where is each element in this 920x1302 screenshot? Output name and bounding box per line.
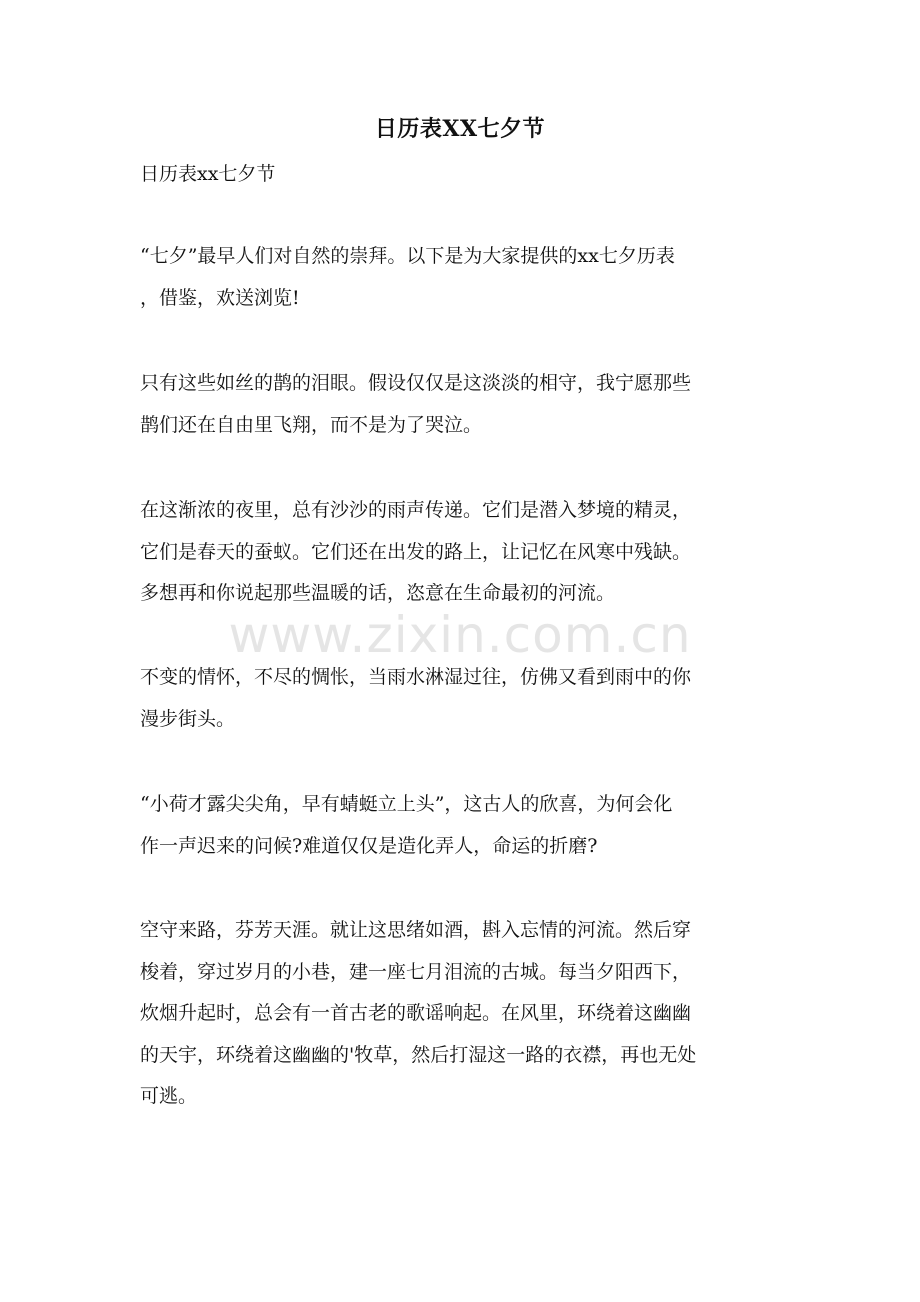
paragraph-line: 它们是春天的蚕蚁。它们还在出发的路上，让记忆在风寒中残缺。 bbox=[140, 540, 692, 563]
paragraph-line: “小荷才露尖尖角，早有蜻蜓立上头”，这古人的欣喜，为何会化 bbox=[140, 793, 673, 815]
paragraph-1 bbox=[140, 236, 780, 319]
watermark: www.zixin.com.cn bbox=[228, 606, 692, 664]
paragraph-5 bbox=[140, 784, 780, 867]
paragraph-4 bbox=[140, 657, 780, 740]
paragraph-line: 鹊们还在自由里飞翔，而不是为了哭泣。 bbox=[140, 413, 483, 436]
paragraph-line: 漫步街头。 bbox=[140, 707, 236, 730]
paragraph-line: 梭着，穿过岁月的小巷，建一座七月泪流的古城。每当夕阳西下， bbox=[140, 960, 692, 983]
paragraph-line: 在这渐浓的夜里，总有沙沙的雨声传递。它们是潜入梦境的精灵， bbox=[140, 499, 692, 521]
document-title: 日历表XX七夕节 bbox=[374, 116, 546, 142]
document-subtitle: 日历表xx七夕节 bbox=[140, 163, 276, 185]
paragraph-line: 炊烟升起时，总会有一首古老的歌谣响起。在风里，环绕着这幽幽 bbox=[140, 1002, 692, 1024]
paragraph-line: 多想再和你说起那些温暖的话，恣意在生命最初的河流。 bbox=[140, 582, 616, 604]
paragraph-6 bbox=[140, 910, 780, 1118]
paragraph-line: 不变的情怀，不尽的惆怅，当雨水淋湿过往，仿佛又看到雨中的你 bbox=[140, 666, 692, 688]
paragraph-line: 只有这些如丝的鹊的泪眼。假设仅仅是这淡淡的相守，我宁愿那些 bbox=[140, 372, 692, 394]
paragraph-line: ，借鉴，欢送浏览! bbox=[140, 286, 300, 309]
paragraph-line: 空守来路，芬芳天涯。就让这思绪如酒，斟入忘情的河流。然后穿 bbox=[140, 919, 692, 941]
paragraph-line: 作一声迟来的问候?难道仅仅是造化弄人，命运的折磨? bbox=[140, 834, 598, 857]
paragraph-line: 的天宇，环绕着这幽幽的'牧草，然后打湿这一路的衣襟，再也无处 bbox=[140, 1043, 697, 1066]
paragraph-line: 可逃。 bbox=[140, 1085, 198, 1107]
paragraph-2 bbox=[140, 363, 780, 446]
paragraph-3 bbox=[140, 490, 780, 615]
paragraph-line: “七夕”最早人们对自然的崇拜。以下是为大家提供的xx七夕历表 bbox=[140, 245, 675, 267]
